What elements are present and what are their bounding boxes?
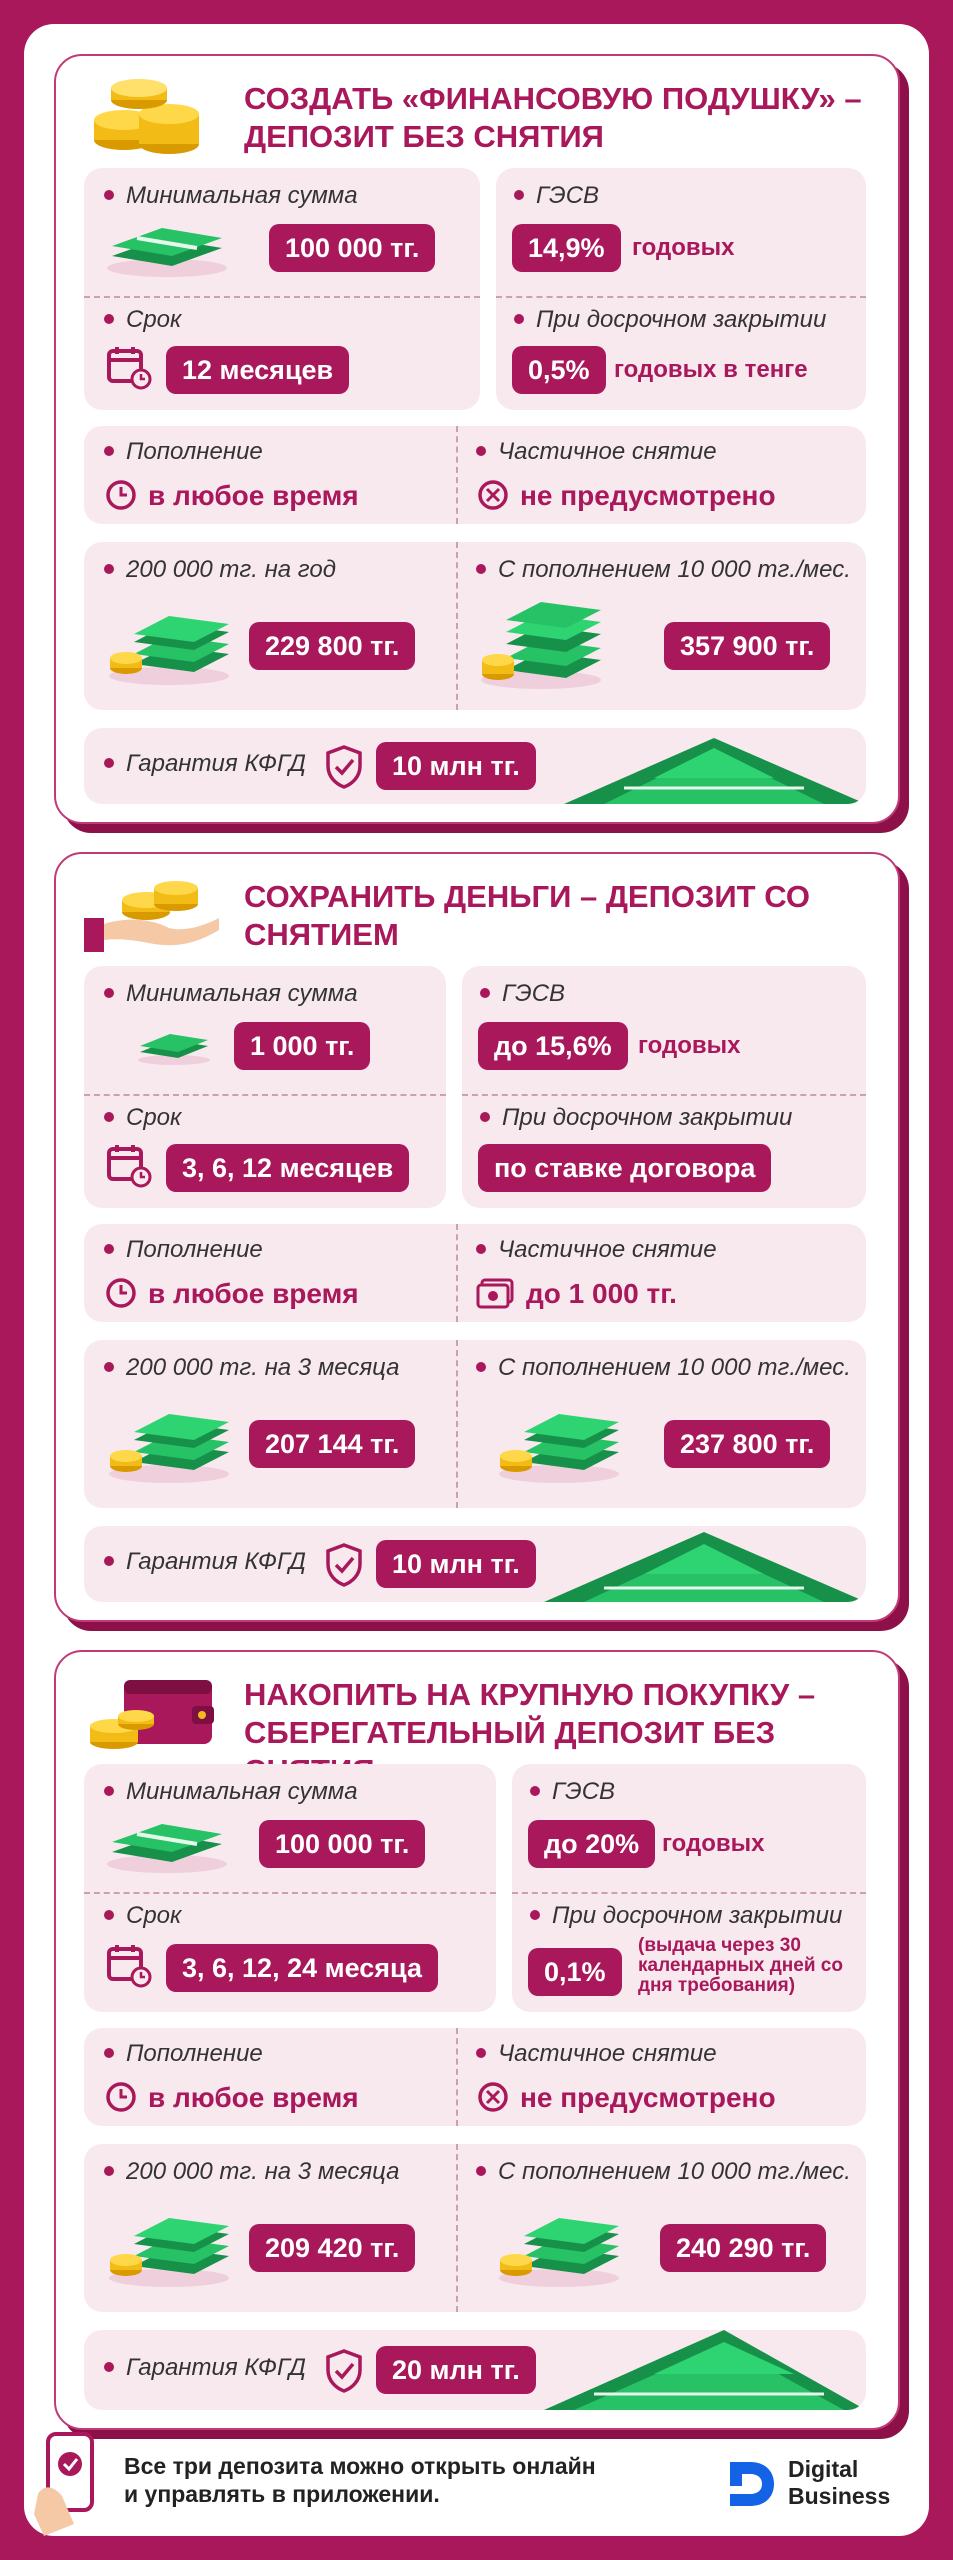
deposit-card-3 [54,1650,900,2430]
topup-label: Пополнение [104,2040,263,2068]
term-value: 12 месяцев [166,346,349,394]
clock-icon [104,1276,138,1310]
topup-value: в любое время [148,480,359,511]
terms-panel [84,168,480,410]
guarantee-value: 10 млн тг. [376,742,536,790]
topup-value: в любое время [148,2082,359,2113]
withdraw-label: Частичное снятие [476,1236,717,1264]
gesv-label: ГЭСВ [530,1778,615,1806]
guarantee-label: Гарантия КФГД [104,2354,306,2382]
term-value: 3, 6, 12, 24 месяца [166,1944,438,1992]
min-sum-label: Минимальная сумма [104,1778,358,1806]
card-title: СОЗДАТЬ «ФИНАНСОВУЮ ПОДУШКУ» – ДЕПОЗИТ БЕЗ СНЯТИЯ [244,81,862,154]
divider [496,296,866,298]
withdraw-label: Частичное снятие [476,438,717,466]
options-panel [84,2028,866,2126]
withdraw-label: Частичное снятие [476,2040,717,2068]
rates-panel [462,966,866,1208]
early-close-label: При досрочном закрытии [480,1104,792,1132]
gesv-suffix: годовых [662,1830,765,1857]
coins-hand-icon [84,868,224,958]
calendar-icon [106,344,152,390]
calc-2-label: С пополнением 10 000 тг./мес. [476,2158,851,2186]
term-label: Срок [104,1902,181,1930]
early-close-label: При досрочном закрытии [514,306,826,334]
brand-line-2: Business [788,2483,891,2509]
cross-circle-icon [476,2080,510,2114]
footer-line-2: и управлять в приложении. [124,2481,440,2507]
min-sum-label: Минимальная сумма [104,182,358,210]
early-close-value: 0,5% [512,346,606,394]
early-close-label: При досрочном закрытии [530,1902,842,1930]
min-sum-value: 100 000 тг. [259,1820,425,1868]
divider [456,2028,458,2126]
calc-1-label: 200 000 тг. на 3 месяца [104,2158,400,2186]
early-close-note: (выдача через 30 календарных дней со дня требования) [638,1935,843,1996]
money-coins-icon [104,606,234,686]
gesv-label: ГЭСВ [514,182,599,210]
money-pile-icon [564,728,866,804]
footer-line-1: Все три депозита можно открыть онлайн [124,2453,596,2479]
divider [84,296,480,298]
clock-icon [104,2080,138,2114]
calculation-panel [84,2144,866,2312]
topup-label: Пополнение [104,1236,263,1264]
divider [512,1892,866,1894]
money-pile-icon [544,2330,866,2410]
card-title: НАКОПИТЬ НА КРУПНУЮ ПОКУПКУ – СБЕРЕГАТЕЛЬНЫЙ ДЕПОЗИТ БЕЗ [244,1677,816,1750]
min-sum-value: 100 000 тг. [269,224,435,272]
guarantee-value: 20 млн тг. [376,2346,536,2394]
card-title: СОХРАНИТЬ ДЕНЬГИ – ДЕПОЗИТ СО СНЯТИЕМ [244,879,810,952]
calculation-panel [84,1340,866,1508]
shield-check-icon [324,744,364,790]
options-panel [84,1224,866,1322]
withdraw-value: не предусмотрено [520,480,776,511]
deposit-card-1 [54,54,900,824]
money-stack-icon [102,1814,232,1874]
brand-line-1: Digital [788,2456,859,2482]
min-sum-value: 1 000 тг. [234,1022,370,1070]
shield-check-icon [324,2348,364,2394]
banknote-icon [476,1276,516,1310]
gesv-suffix: годовых [638,1032,741,1059]
guarantee-panel [84,728,866,804]
gesv-value: до 20% [528,1820,655,1868]
guarantee-label: Гарантия КФГД [104,1548,306,1576]
calc-2-label: С пополнением 10 000 тг./мес. [476,1354,851,1382]
divider [456,542,458,710]
withdraw-value: до 1 000 тг. [526,1278,677,1309]
guarantee-panel [84,2330,866,2410]
cross-circle-icon [476,478,510,512]
rates-panel [512,1764,866,2012]
early-close-value: по ставке договора [478,1144,771,1192]
calc-2-label: С пополнением 10 000 тг./мес. [476,556,851,584]
infographic [24,24,929,2536]
shield-check-icon [324,1542,364,1588]
topup-value: в любое время [148,1278,359,1309]
money-coins-icon [104,1404,234,1484]
footer-text [124,2452,596,2508]
min-sum-label: Минимальная сумма [104,980,358,1008]
calc-2-value: 237 800 тг. [664,1420,830,1468]
withdraw-value: не предусмотрено [520,2082,776,2113]
divider [462,1094,866,1096]
divider [456,1224,458,1322]
options-panel [84,426,866,524]
rates-panel [496,168,866,410]
gesv-value: до 15,6% [478,1022,628,1070]
term-label: Срок [104,1104,181,1132]
divider [84,1094,446,1096]
term-value: 3, 6, 12 месяцев [166,1144,409,1192]
early-close-suffix: годовых в тенге [614,356,808,383]
guarantee-panel [84,1526,866,1602]
calc-2-value: 240 290 тг. [660,2224,826,2272]
money-coins-icon [494,1404,624,1484]
card-header [84,70,878,162]
money-pile-icon [544,1526,866,1602]
money-stack-icon [134,1030,214,1066]
digital-business-logo-icon [724,2456,780,2512]
coins-icon [84,70,224,160]
calc-2-value: 357 900 тг. [664,622,830,670]
brand-name [788,2456,890,2510]
calendar-icon [106,1142,152,1188]
money-stack-icon [102,218,232,278]
calc-1-label: 200 000 тг. на год [104,556,336,584]
gesv-label: ГЭСВ [480,980,565,1008]
calc-1-value: 209 420 тг. [249,2224,415,2272]
calc-1-label: 200 000 тг. на 3 месяца [104,1354,400,1382]
divider [456,1340,458,1508]
gesv-suffix: годовых [632,234,735,261]
guarantee-value: 10 млн тг. [376,1540,536,1588]
calc-1-value: 229 800 тг. [249,622,415,670]
money-coins-icon [104,2208,234,2288]
calendar-icon [106,1942,152,1988]
clock-icon [104,478,138,512]
calculation-panel [84,542,866,710]
divider [456,2144,458,2312]
calc-1-value: 207 144 тг. [249,1420,415,1468]
money-coins-icon [494,2208,624,2288]
terms-panel [84,966,446,1208]
card-header [84,868,878,960]
gesv-value: 14,9% [512,224,621,272]
terms-panel [84,1764,496,2012]
divider [84,1892,496,1894]
deposit-card-2 [54,852,900,1622]
wallet-coins-icon [84,1666,224,1756]
term-label: Срок [104,306,181,334]
phone-hand-icon [34,2424,114,2536]
topup-label: Пополнение [104,438,263,466]
divider [456,426,458,524]
money-coins-icon [476,594,606,690]
early-close-value: 0,1% [528,1948,622,1996]
guarantee-label: Гарантия КФГД [104,750,306,778]
card-header [84,1666,878,1758]
